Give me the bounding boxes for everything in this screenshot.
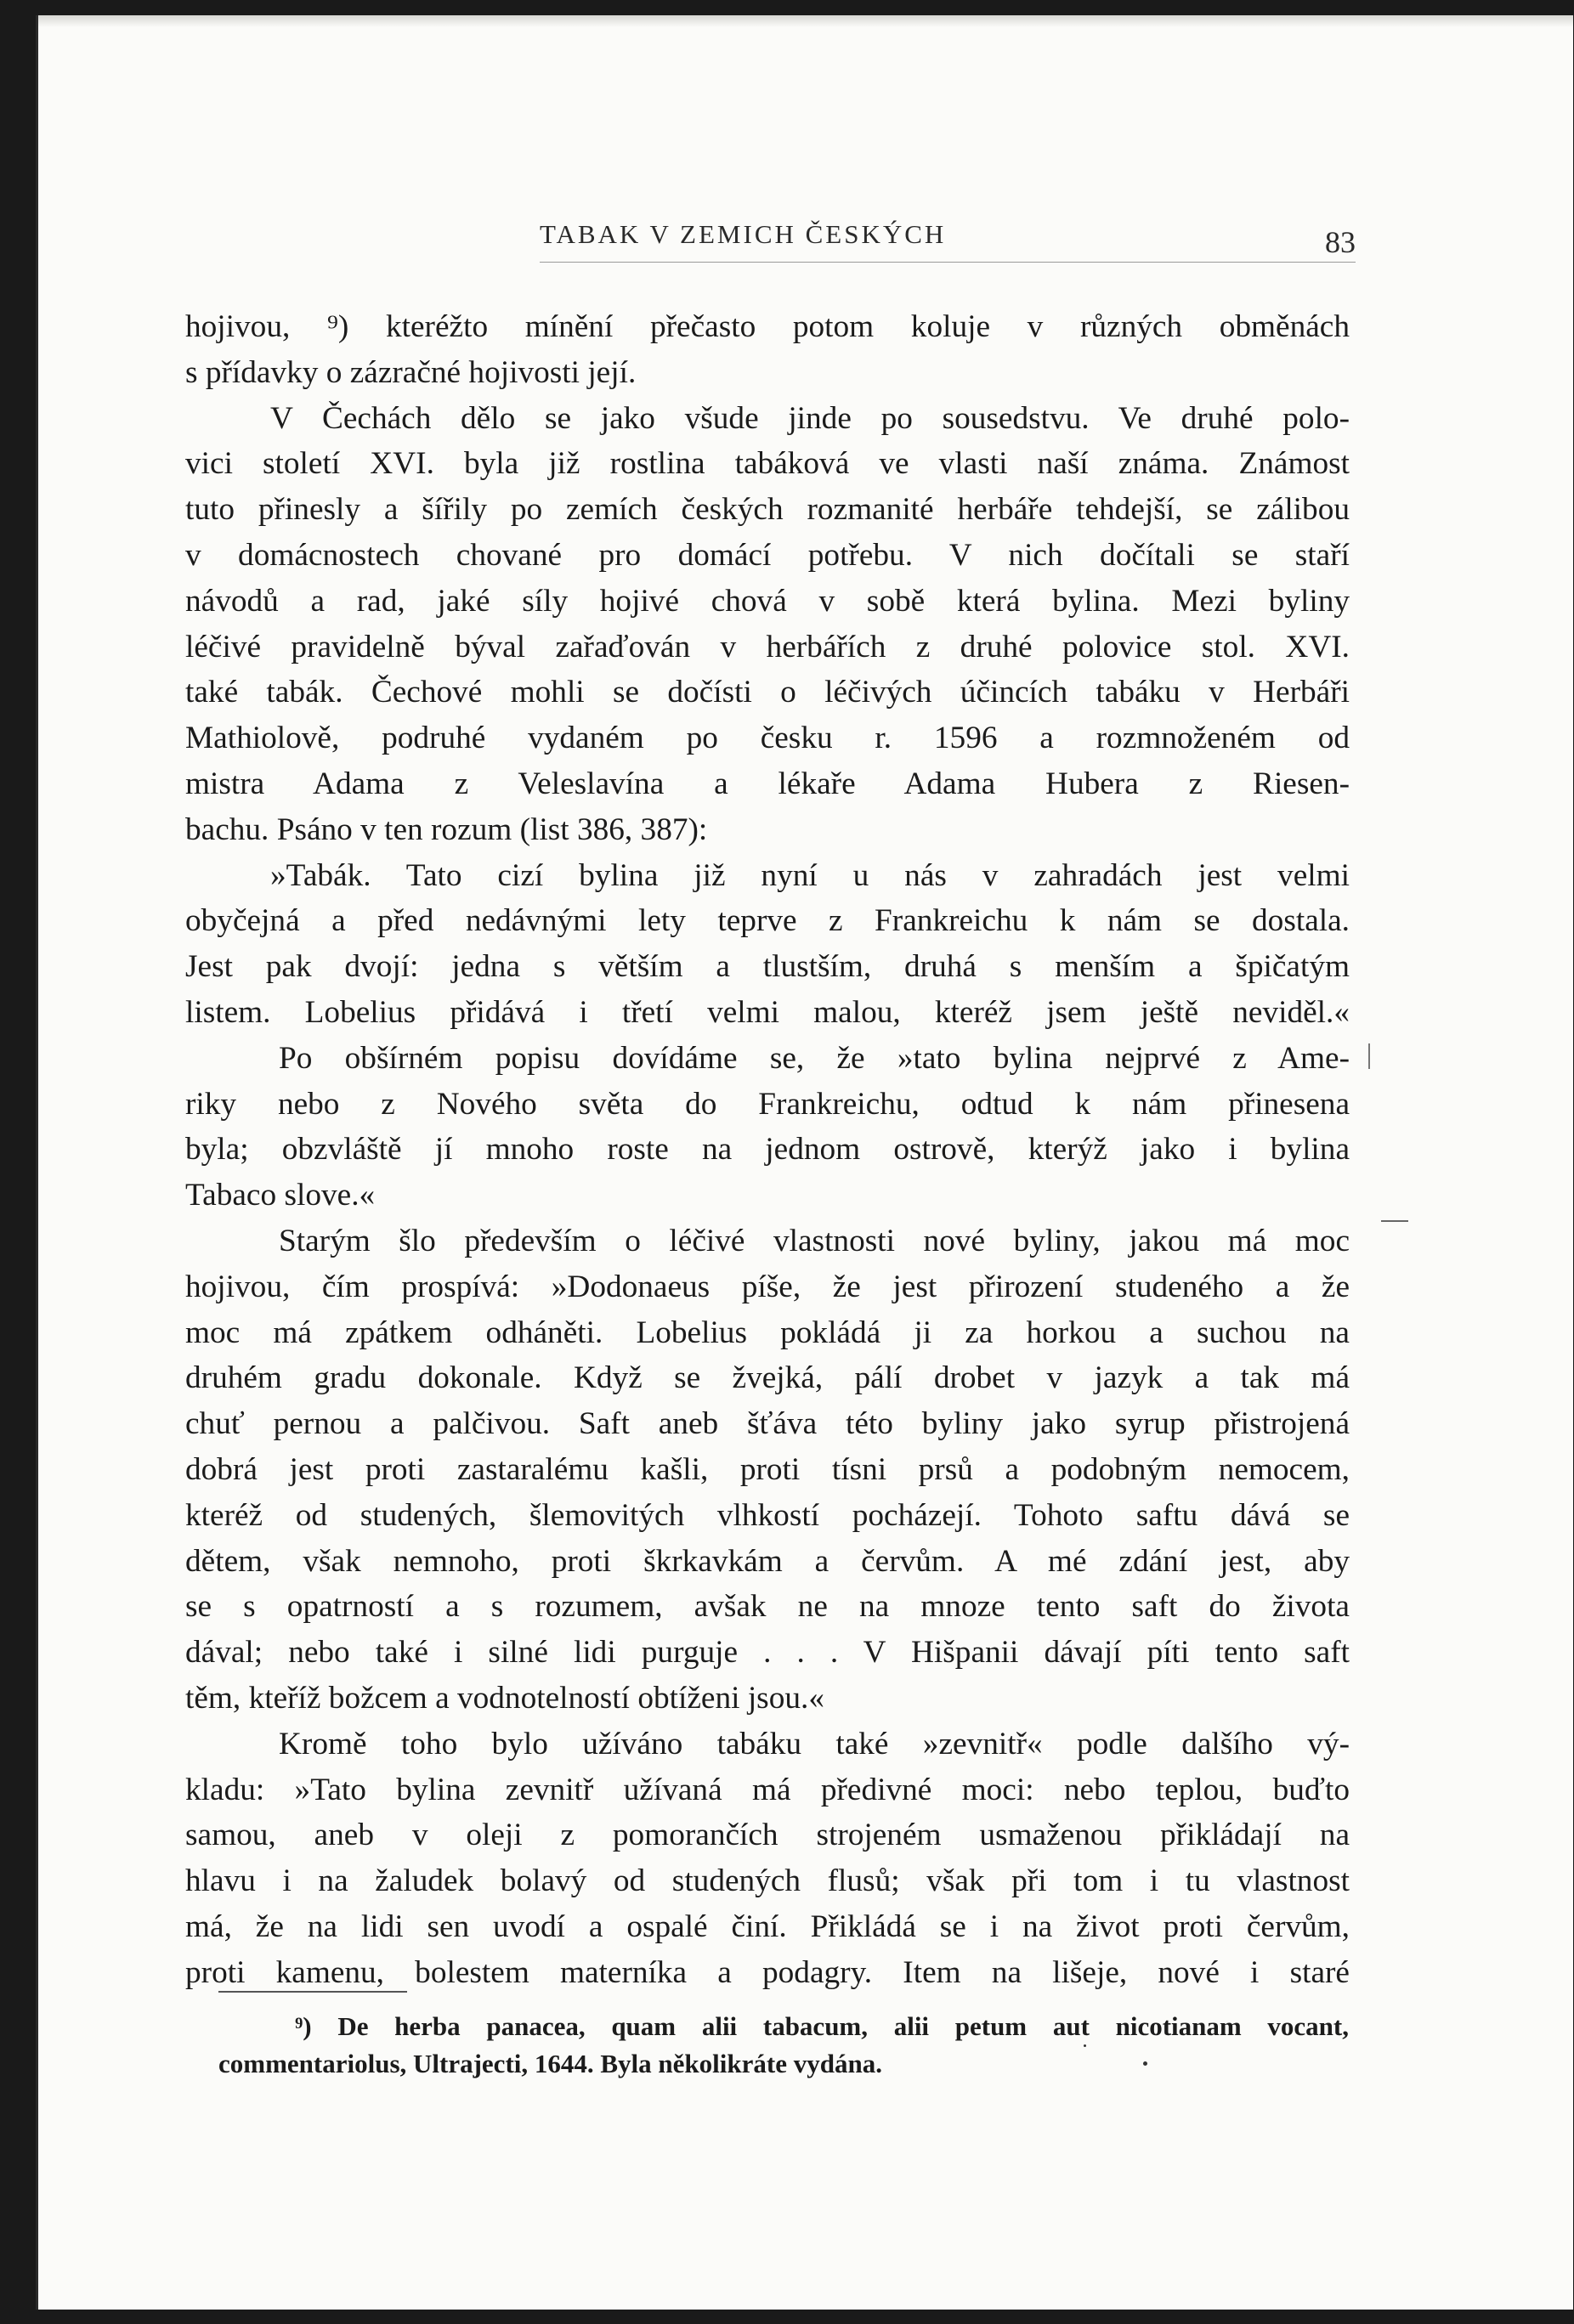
text-line: v domácnostech chované pro domácí potřebu. V nich dočítali se staří [185, 537, 1350, 573]
ink-speck [1084, 2044, 1086, 2047]
text-line: »Tabák. Tato cizí bylina již nyní u nás v zahradách jest velmi [270, 857, 1350, 893]
text-line: vici století XVI. byla již rostlina tabáková ve vlasti naší známa. Známost [185, 446, 1350, 482]
footnote-line: commentariolus, Ultrajecti, 1644. Byla několikráte vydána. [218, 2049, 882, 2078]
text-line: riky nebo z Nového světa do Frankreichu, odtud k nám přinesena [185, 1086, 1350, 1122]
margin-dash [1381, 1220, 1408, 1222]
text-line: hlavu i na žaludek bolavý od studených flusů; však při tom i tu vlastnost [185, 1863, 1350, 1899]
footnote-line: ⁹) De herba panacea, quam alii tabacum, alii petum aut nicotianam vocant, [295, 2011, 1349, 2041]
text-line: těm, kteříž božcem a vodnotelností obtíženi jsou.« [185, 1680, 824, 1716]
text-line: hojivou, ⁹) kteréžto mínění přečasto potom koluje v různých obměnách [185, 309, 1350, 344]
header-rule [540, 262, 1356, 263]
text-line: Starým šlo především o léčivé vlastnosti nové byliny, jakou má moc [279, 1223, 1350, 1258]
text-line: léčivé pravidelně býval zařaďován v herbářích z druhé polovice stol. XVI. [185, 629, 1350, 664]
text-line: dobrá jest proti zastaralému kašli, proti tísni prsů a podobným nemocem, [185, 1451, 1350, 1487]
page-number: 83 [1325, 225, 1356, 259]
text-line: také tabák. Čechové mohli se dočísti o léčivých účincích tabáku v Herbáři [185, 675, 1350, 710]
text-line: listem. Lobelius přidává i třetí velmi malou, kteréž jsem ještě neviděl.« [185, 994, 1350, 1030]
text-line: V Čechách dělo se jako všude jinde po sousedstvu. Ve druhé polo- [270, 400, 1350, 436]
text-line: Kromě toho bylo užíváno tabáku také »zevnitř« podle dalšího vý- [279, 1726, 1350, 1761]
body-text [185, 304, 1350, 1995]
footnote [218, 2008, 1349, 2083]
text-line: Mathiolově, podruhé vydaném po česku r. 1596 a rozmnoženém od [185, 721, 1350, 756]
text-line: druhém gradu dokonale. Když se žvejká, pálí drobet v jazyk a tak má [185, 1360, 1350, 1396]
text-line: mistra Adama z Veleslavína a lékaře Adama Hubera z Riesen- [185, 766, 1350, 801]
scan-edge [38, 15, 1573, 27]
text-line: bachu. Psáno v ten rozum (list 386, 387): [185, 811, 708, 847]
text-line: chuť pernou a palčivou. Saft aneb šťáva této byliny jako syrup přistrojená [185, 1406, 1350, 1442]
text-line: se s opatrností a s rozumem, avšak ne na mnoze tento saft do života [185, 1589, 1350, 1625]
text-line: dával; nebo také i silné lidi purguje . . . V Hišpanii dávají píti tento saft [185, 1635, 1350, 1671]
text-line: samou, aneb v oleji z pomorančích strojeném usmaženou přikládají na [185, 1818, 1350, 1853]
text-line: moc má zpátkem odháněti. Lobelius pokládá ji za horkou a suchou na [185, 1315, 1350, 1350]
running-title: TABAK V ZEMICH ČESKÝCH [540, 219, 947, 249]
footnote-rule [218, 1991, 407, 1993]
text-line: hojivou, čím prospívá: »Dodonaeus píše, že jest přirození studeného a že [185, 1269, 1350, 1304]
ink-speck [1143, 2061, 1147, 2066]
text-line: kteréž od studených, šlemovitých vlhkostí pocházejí. Tohoto saftu dává se [185, 1497, 1350, 1533]
text-line: s přídavky o zázračné hojivosti její. [185, 354, 637, 390]
text-line: má, že na lidi sen uvodí a ospalé činí. Přikládá se i na život proti červům, [185, 1908, 1350, 1944]
margin-mark [1368, 1043, 1370, 1069]
text-line: Jest pak dvojí: jedna s větším a tlustším, druhá s menším a špičatým [185, 949, 1350, 985]
text-line: Po obšírném popisu dovídáme se, že »tato bylina nejprvé z Ame- [279, 1040, 1350, 1076]
text-line: návodů a rad, jaké síly hojivé chová v sobě která bylina. Mezi byliny [185, 583, 1350, 619]
text-line: Tabaco slove.« [185, 1178, 376, 1213]
text-line: dětem, však nemnoho, proti škrkavkám a červům. A mé zdání jest, aby [185, 1543, 1350, 1579]
page-header [540, 219, 1356, 259]
text-line: obyčejná a před nedávnými lety teprve z Frankreichu k nám se dostala. [185, 903, 1350, 939]
text-line: kladu: »Tato bylina zevnitř užívaná má předivné moci: nebo teplou, buďto [185, 1772, 1350, 1807]
text-line: tuto přinesly a šířily po zemích českých rozmanité herbáře tehdejší, se zálibou [185, 492, 1350, 528]
text-line: proti kamenu, bolestem materníka a podagry. Item na lišeje, nové i staré [185, 1954, 1350, 1990]
text-line: byla; obzvláště jí mnoho roste na jednom ostrově, kterýž jako i bylina [185, 1132, 1350, 1168]
book-page [36, 15, 1573, 2310]
